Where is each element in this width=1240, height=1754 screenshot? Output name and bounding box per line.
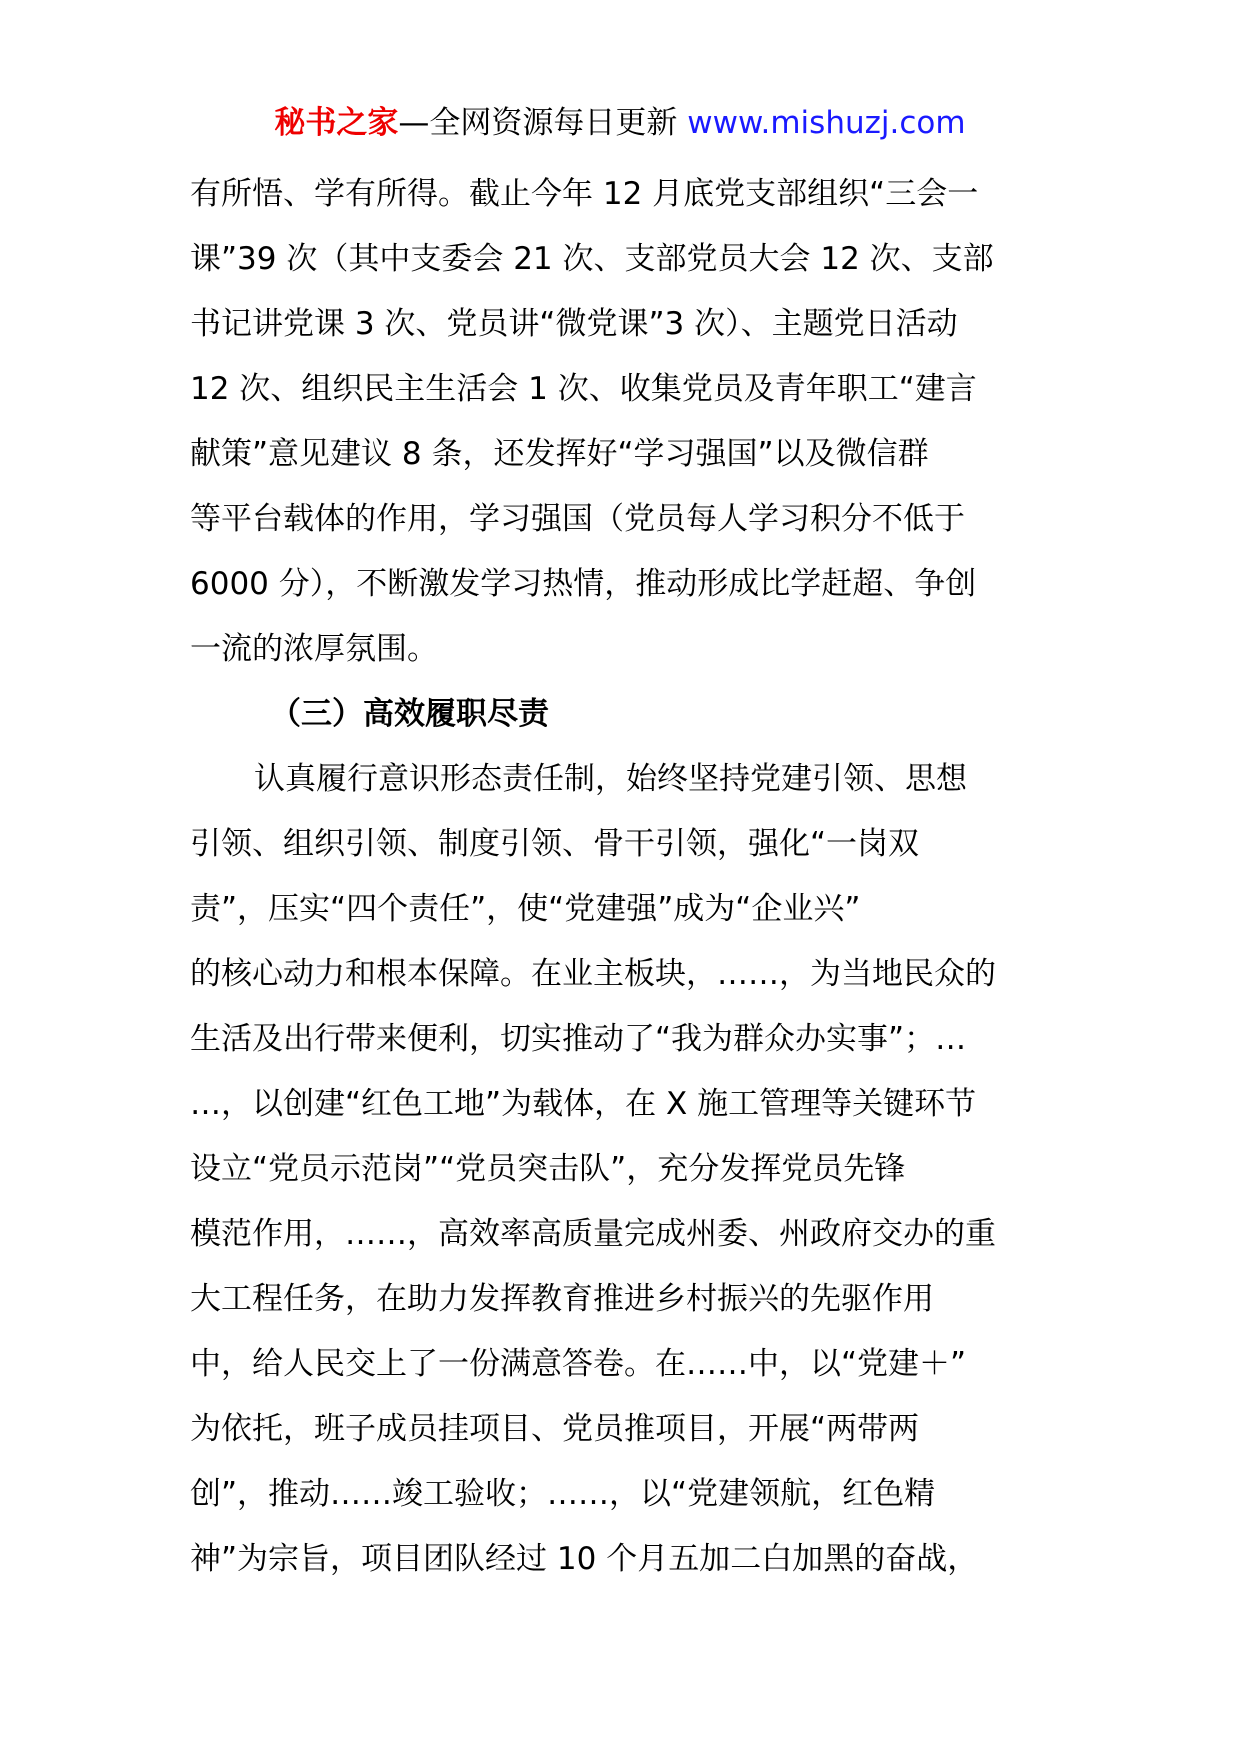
text-line: 有所悟、学有所得。截止今年 12 月底党支部组织“三会一 <box>190 176 979 212</box>
text-line: 书记讲党课 3 次、党员讲“微党课”3 次）、主题党日活动 <box>190 306 958 342</box>
text-line: 生活及出行带来便利，切实推动了“我为群众办实事”；… <box>190 1021 967 1057</box>
text-line: …，以创建“红色工地”为载体，在 X 施工管理等关键环节 <box>190 1086 977 1122</box>
text-line: 的核心动力和根本保障。在业主板块，……，为当地民众的 <box>190 956 996 992</box>
section-heading: （三）高效履职尽责 <box>270 696 549 732</box>
text-line: 引领、组织引领、制度引领、骨干引领，强化“一岗双 <box>190 826 920 862</box>
header-url-link[interactable]: www.mishuzj.com <box>687 105 966 141</box>
text-line: 神”为宗旨，项目团队经过 10 个月五加二白加黑的奋战， <box>190 1541 979 1577</box>
header-brand: 秘书之家 <box>274 105 399 141</box>
page-header <box>0 100 1240 146</box>
text-line: 责”，压实“四个责任”，使“党建强”成为“企业兴” <box>190 891 861 927</box>
text-line: 一流的浓厚氛围。 <box>190 631 438 667</box>
text-line: 12 次、组织民主生活会 1 次、收集党员及青年职工“建言 <box>190 371 977 407</box>
text-line: 等平台载体的作用，学习强国（党员每人学习积分不低于 <box>190 501 965 537</box>
text-line: 课”39 次（其中支委会 21 次、支部党员大会 12 次、支部 <box>190 241 994 277</box>
text-line: 献策”意见建议 8 条，还发挥好“学习强国”以及微信群 <box>190 436 929 472</box>
text-line: 6000 分），不断激发学习热情，推动形成比学赶超、争创 <box>190 566 977 602</box>
text-line: 大工程任务，在助力发挥教育推进乡村振兴的先驱作用 <box>190 1281 934 1317</box>
text-line: 为依托，班子成员挂项目、党员推项目，开展“两带两 <box>190 1411 920 1447</box>
header-slogan: —全网资源每日更新 <box>398 105 688 141</box>
paragraph-first-line: 认真履行意识形态责任制，始终坚持党建引领、思想 <box>254 761 967 797</box>
text-line: 设立“党员示范岗”“党员突击队”，充分发挥党员先锋 <box>190 1151 906 1187</box>
document-body <box>190 162 1064 1592</box>
text-line: 中，给人民交上了一份满意答卷。在……中，以“党建＋” <box>190 1346 967 1382</box>
text-line: 模范作用，……，高效率高质量完成州委、州政府交办的重 <box>190 1216 996 1252</box>
text-line: 创”，推动……竣工验收；……，以“党建领航，红色精 <box>190 1476 936 1512</box>
